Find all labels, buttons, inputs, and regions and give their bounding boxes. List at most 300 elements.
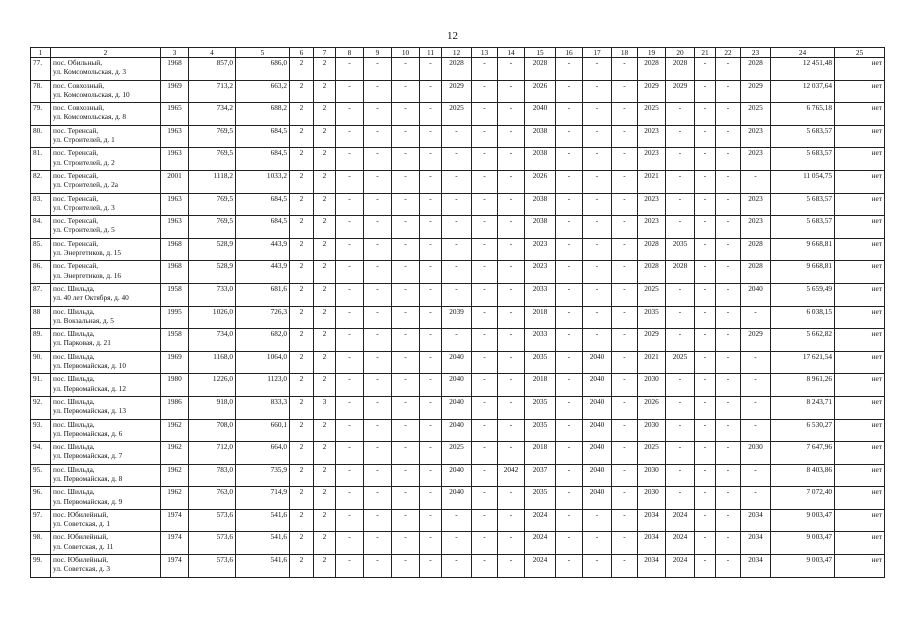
column-header-10: 10 bbox=[392, 48, 420, 58]
table-row bbox=[31, 193, 885, 216]
cell-col-18: - bbox=[612, 509, 638, 532]
cell-col-21: - bbox=[695, 103, 716, 126]
cell-col-23: 2028 bbox=[741, 261, 771, 284]
column-header-16: 16 bbox=[556, 48, 583, 58]
cell-col-13: - bbox=[472, 170, 498, 193]
cell-col-6: 2 bbox=[290, 487, 314, 510]
cell-col-8: - bbox=[336, 125, 364, 148]
cell-col-3: 1969 bbox=[161, 80, 189, 103]
cell-col-12: - bbox=[442, 238, 472, 261]
cell-col-13: - bbox=[472, 532, 498, 555]
cell-col-12: - bbox=[442, 532, 472, 555]
address-cell bbox=[51, 306, 161, 329]
cell-col-7: 2 bbox=[314, 532, 336, 555]
cell-col-13: - bbox=[472, 216, 498, 239]
cell-col-20: - bbox=[666, 464, 695, 487]
cell-col-4: 783,0 bbox=[189, 464, 236, 487]
cell-col-22: - bbox=[716, 261, 741, 284]
cell-col-8: - bbox=[336, 306, 364, 329]
row-number: 98. bbox=[31, 532, 51, 555]
address-street: ул. Первомайская, д. 9 bbox=[53, 496, 123, 506]
cell-col-9: - bbox=[364, 351, 392, 374]
cell-col-23: - bbox=[741, 396, 771, 419]
cell-col-10: - bbox=[392, 419, 420, 442]
cell-col-8: - bbox=[336, 283, 364, 306]
cell-col-12: - bbox=[442, 329, 472, 352]
cell-col-4: 733,0 bbox=[189, 283, 236, 306]
cell-col-24: 8 961,26 bbox=[771, 374, 835, 397]
cell-col-13: - bbox=[472, 80, 498, 103]
cell-col-16: - bbox=[556, 419, 583, 442]
address-settlement: пос. Теренсай, bbox=[53, 125, 99, 135]
cell-col-17: 2040 bbox=[583, 464, 612, 487]
cell-col-22: - bbox=[716, 170, 741, 193]
row-number: 96. bbox=[31, 487, 51, 510]
cell-col-15: 2024 bbox=[525, 532, 556, 555]
cell-col-10: - bbox=[392, 238, 420, 261]
cell-col-9: - bbox=[364, 148, 392, 171]
cell-col-3: 1974 bbox=[161, 555, 189, 578]
address-cell bbox=[51, 351, 161, 374]
cell-col-16: - bbox=[556, 464, 583, 487]
cell-col-20: 2024 bbox=[666, 509, 695, 532]
address-settlement: пос. Теренсай, bbox=[53, 148, 99, 158]
cell-col-10: - bbox=[392, 80, 420, 103]
cell-col-17: 2040 bbox=[583, 419, 612, 442]
cell-col-19: 2030 bbox=[638, 464, 666, 487]
cell-col-25: нет bbox=[835, 306, 885, 329]
cell-col-10: - bbox=[392, 532, 420, 555]
cell-col-24: 5 683,57 bbox=[771, 125, 835, 148]
table-row bbox=[31, 374, 885, 397]
cell-col-9: - bbox=[364, 58, 392, 81]
cell-col-18: - bbox=[612, 329, 638, 352]
row-number: 87. bbox=[31, 283, 51, 306]
row-number: 85. bbox=[31, 238, 51, 261]
table-row bbox=[31, 170, 885, 193]
cell-col-18: - bbox=[612, 487, 638, 510]
cell-col-24: 8 403,86 bbox=[771, 464, 835, 487]
cell-col-4: 1118,2 bbox=[189, 170, 236, 193]
address-cell bbox=[51, 125, 161, 148]
cell-col-16: - bbox=[556, 555, 583, 578]
cell-col-10: - bbox=[392, 216, 420, 239]
cell-col-9: - bbox=[364, 216, 392, 239]
cell-col-15: 2038 bbox=[525, 193, 556, 216]
address-settlement: пос. Юбилейный, bbox=[53, 555, 109, 565]
cell-col-6: 2 bbox=[290, 103, 314, 126]
cell-col-18: - bbox=[612, 148, 638, 171]
row-number: 94. bbox=[31, 442, 51, 465]
column-header-9: 9 bbox=[364, 48, 392, 58]
cell-col-4: 573,6 bbox=[189, 532, 236, 555]
address-settlement: пос. Шильда, bbox=[53, 442, 95, 452]
cell-col-5: 714,9 bbox=[236, 487, 290, 510]
cell-col-5: 1064,0 bbox=[236, 351, 290, 374]
cell-col-3: 1974 bbox=[161, 509, 189, 532]
address-cell bbox=[51, 148, 161, 171]
cell-col-15: 2023 bbox=[525, 261, 556, 284]
cell-col-13: - bbox=[472, 238, 498, 261]
cell-col-7: 2 bbox=[314, 487, 336, 510]
cell-col-14: - bbox=[498, 125, 525, 148]
cell-col-22: - bbox=[716, 396, 741, 419]
table-row bbox=[31, 396, 885, 419]
cell-col-13: - bbox=[472, 509, 498, 532]
cell-col-10: - bbox=[392, 329, 420, 352]
address-cell bbox=[51, 283, 161, 306]
cell-col-12: - bbox=[442, 555, 472, 578]
cell-col-25: нет bbox=[835, 238, 885, 261]
address-street: ул. Вокзальная, д. 5 bbox=[53, 315, 114, 325]
cell-col-15: 2038 bbox=[525, 125, 556, 148]
cell-col-3: 1963 bbox=[161, 193, 189, 216]
cell-col-21: - bbox=[695, 148, 716, 171]
cell-col-13: - bbox=[472, 283, 498, 306]
address-street: ул. Комсомольская, д. 3 bbox=[53, 67, 127, 77]
cell-col-25: нет bbox=[835, 374, 885, 397]
row-number: 88 bbox=[31, 306, 51, 329]
cell-col-15: 2037 bbox=[525, 464, 556, 487]
cell-col-24: 7 647,96 bbox=[771, 442, 835, 465]
cell-col-14: - bbox=[498, 216, 525, 239]
cell-col-23: - bbox=[741, 170, 771, 193]
cell-col-11: - bbox=[420, 283, 442, 306]
cell-col-12: - bbox=[442, 509, 472, 532]
cell-col-22: - bbox=[716, 103, 741, 126]
cell-col-18: - bbox=[612, 238, 638, 261]
cell-col-15: 2040 bbox=[525, 103, 556, 126]
cell-col-24: 9 003,47 bbox=[771, 555, 835, 578]
cell-col-23: - bbox=[741, 464, 771, 487]
cell-col-23: 2023 bbox=[741, 148, 771, 171]
cell-col-13: - bbox=[472, 419, 498, 442]
column-header-24: 24 bbox=[771, 48, 835, 58]
address-settlement: пос. Шильда, bbox=[53, 374, 95, 384]
cell-col-20: - bbox=[666, 148, 695, 171]
cell-col-22: - bbox=[716, 283, 741, 306]
address-settlement: пос. Шильда, bbox=[53, 283, 95, 293]
cell-col-11: - bbox=[420, 396, 442, 419]
cell-col-14: - bbox=[498, 396, 525, 419]
cell-col-9: - bbox=[364, 170, 392, 193]
cell-col-20: - bbox=[666, 216, 695, 239]
row-number: 83. bbox=[31, 193, 51, 216]
cell-col-8: - bbox=[336, 555, 364, 578]
cell-col-15: 2024 bbox=[525, 509, 556, 532]
cell-col-21: - bbox=[695, 419, 716, 442]
cell-col-4: 1026,0 bbox=[189, 306, 236, 329]
cell-col-3: 1963 bbox=[161, 216, 189, 239]
cell-col-8: - bbox=[336, 329, 364, 352]
cell-col-7: 2 bbox=[314, 555, 336, 578]
cell-col-17: - bbox=[583, 306, 612, 329]
cell-col-16: - bbox=[556, 306, 583, 329]
cell-col-11: - bbox=[420, 329, 442, 352]
cell-col-12: - bbox=[442, 148, 472, 171]
cell-col-19: 2035 bbox=[638, 306, 666, 329]
cell-col-8: - bbox=[336, 216, 364, 239]
column-header-20: 20 bbox=[666, 48, 695, 58]
cell-col-25: нет bbox=[835, 509, 885, 532]
cell-col-19: 2034 bbox=[638, 509, 666, 532]
cell-col-7: 2 bbox=[314, 464, 336, 487]
column-header-3: 3 bbox=[161, 48, 189, 58]
cell-col-24: 6 038,15 bbox=[771, 306, 835, 329]
cell-col-15: 2023 bbox=[525, 238, 556, 261]
address-cell bbox=[51, 103, 161, 126]
address-cell bbox=[51, 396, 161, 419]
cell-col-7: 2 bbox=[314, 374, 336, 397]
cell-col-4: 763,0 bbox=[189, 487, 236, 510]
column-header-2: 2 bbox=[51, 48, 161, 58]
cell-col-4: 528,9 bbox=[189, 261, 236, 284]
row-number: 84. bbox=[31, 216, 51, 239]
cell-col-25: нет bbox=[835, 464, 885, 487]
cell-col-13: - bbox=[472, 351, 498, 374]
row-number: 77. bbox=[31, 58, 51, 81]
cell-col-20: - bbox=[666, 419, 695, 442]
table-row bbox=[31, 464, 885, 487]
cell-col-15: 2024 bbox=[525, 555, 556, 578]
cell-col-6: 2 bbox=[290, 419, 314, 442]
cell-col-25: нет bbox=[835, 283, 885, 306]
address-cell bbox=[51, 374, 161, 397]
cell-col-19: 2034 bbox=[638, 555, 666, 578]
cell-col-10: - bbox=[392, 555, 420, 578]
cell-col-21: - bbox=[695, 487, 716, 510]
cell-col-5: 726,3 bbox=[236, 306, 290, 329]
cell-col-11: - bbox=[420, 170, 442, 193]
cell-col-8: - bbox=[336, 464, 364, 487]
cell-col-8: - bbox=[336, 238, 364, 261]
cell-col-21: - bbox=[695, 509, 716, 532]
cell-col-12: 2025 bbox=[442, 103, 472, 126]
cell-col-9: - bbox=[364, 464, 392, 487]
cell-col-12: 2040 bbox=[442, 487, 472, 510]
cell-col-21: - bbox=[695, 170, 716, 193]
column-header-13: 13 bbox=[472, 48, 498, 58]
cell-col-16: - bbox=[556, 216, 583, 239]
cell-col-10: - bbox=[392, 103, 420, 126]
cell-col-16: - bbox=[556, 532, 583, 555]
cell-col-24: 11 054,75 bbox=[771, 170, 835, 193]
column-header-15: 15 bbox=[525, 48, 556, 58]
address-cell bbox=[51, 193, 161, 216]
cell-col-22: - bbox=[716, 216, 741, 239]
cell-col-22: - bbox=[716, 80, 741, 103]
cell-col-23: 2034 bbox=[741, 532, 771, 555]
cell-col-13: - bbox=[472, 125, 498, 148]
cell-col-19: 2023 bbox=[638, 193, 666, 216]
cell-col-13: - bbox=[472, 261, 498, 284]
cell-col-24: 9 668,81 bbox=[771, 238, 835, 261]
cell-col-6: 2 bbox=[290, 283, 314, 306]
cell-col-11: - bbox=[420, 487, 442, 510]
cell-col-18: - bbox=[612, 58, 638, 81]
cell-col-21: - bbox=[695, 261, 716, 284]
address-street: ул. Строителей, д. 3 bbox=[53, 202, 115, 212]
cell-col-12: 2040 bbox=[442, 419, 472, 442]
cell-col-5: 541,6 bbox=[236, 532, 290, 555]
cell-col-20: 2024 bbox=[666, 532, 695, 555]
cell-col-11: - bbox=[420, 442, 442, 465]
cell-col-6: 2 bbox=[290, 555, 314, 578]
cell-col-19: 2021 bbox=[638, 351, 666, 374]
cell-col-25: нет bbox=[835, 125, 885, 148]
column-header-4: 4 bbox=[189, 48, 236, 58]
cell-col-4: 528,9 bbox=[189, 238, 236, 261]
cell-col-18: - bbox=[612, 374, 638, 397]
cell-col-3: 1969 bbox=[161, 351, 189, 374]
address-street: ул. Первомайская, д. 8 bbox=[53, 473, 123, 483]
cell-col-18: - bbox=[612, 351, 638, 374]
cell-col-20: 2028 bbox=[666, 58, 695, 81]
cell-col-22: - bbox=[716, 306, 741, 329]
cell-col-15: 2033 bbox=[525, 283, 556, 306]
cell-col-14: - bbox=[498, 80, 525, 103]
cell-col-13: - bbox=[472, 487, 498, 510]
cell-col-14: - bbox=[498, 419, 525, 442]
cell-col-5: 684,5 bbox=[236, 193, 290, 216]
row-number: 78. bbox=[31, 80, 51, 103]
column-header-21: 21 bbox=[695, 48, 716, 58]
cell-col-19: 2028 bbox=[638, 58, 666, 81]
cell-col-17: - bbox=[583, 170, 612, 193]
cell-col-21: - bbox=[695, 58, 716, 81]
row-number: 92. bbox=[31, 396, 51, 419]
cell-col-19: 2028 bbox=[638, 261, 666, 284]
cell-col-19: 2029 bbox=[638, 329, 666, 352]
table-row bbox=[31, 419, 885, 442]
row-number: 80. bbox=[31, 125, 51, 148]
cell-col-25: нет bbox=[835, 351, 885, 374]
cell-col-11: - bbox=[420, 193, 442, 216]
cell-col-11: - bbox=[420, 58, 442, 81]
cell-col-12: - bbox=[442, 170, 472, 193]
cell-col-8: - bbox=[336, 80, 364, 103]
row-number: 79. bbox=[31, 103, 51, 126]
column-header-22: 22 bbox=[716, 48, 741, 58]
table-row bbox=[31, 125, 885, 148]
cell-col-19: 2030 bbox=[638, 374, 666, 397]
cell-col-9: - bbox=[364, 329, 392, 352]
cell-col-22: - bbox=[716, 555, 741, 578]
address-settlement: пос. Обильный, bbox=[53, 58, 103, 67]
cell-col-7: 3 bbox=[314, 396, 336, 419]
cell-col-10: - bbox=[392, 125, 420, 148]
cell-col-8: - bbox=[336, 261, 364, 284]
cell-col-19: 2023 bbox=[638, 148, 666, 171]
cell-col-12: 2039 bbox=[442, 306, 472, 329]
cell-col-23: - bbox=[741, 374, 771, 397]
cell-col-14: - bbox=[498, 532, 525, 555]
cell-col-23: 2040 bbox=[741, 283, 771, 306]
cell-col-23: 2023 bbox=[741, 216, 771, 239]
cell-col-20: - bbox=[666, 442, 695, 465]
cell-col-15: 2035 bbox=[525, 396, 556, 419]
address-cell bbox=[51, 216, 161, 239]
cell-col-24: 12 037,64 bbox=[771, 80, 835, 103]
address-cell bbox=[51, 509, 161, 532]
cell-col-16: - bbox=[556, 329, 583, 352]
cell-col-8: - bbox=[336, 396, 364, 419]
cell-col-7: 2 bbox=[314, 283, 336, 306]
cell-col-9: - bbox=[364, 509, 392, 532]
cell-col-17: - bbox=[583, 58, 612, 81]
cell-col-12: - bbox=[442, 261, 472, 284]
cell-col-15: 2018 bbox=[525, 374, 556, 397]
cell-col-5: 682,0 bbox=[236, 329, 290, 352]
address-street: ул. Советская, д. 1 bbox=[53, 519, 110, 529]
cell-col-11: - bbox=[420, 532, 442, 555]
cell-col-5: 684,5 bbox=[236, 125, 290, 148]
cell-col-6: 2 bbox=[290, 261, 314, 284]
cell-col-3: 1962 bbox=[161, 464, 189, 487]
cell-col-5: 681,6 bbox=[236, 283, 290, 306]
address-street: ул. Парковая, д. 21 bbox=[53, 338, 111, 348]
cell-col-9: - bbox=[364, 374, 392, 397]
cell-col-23: - bbox=[741, 419, 771, 442]
address-cell bbox=[51, 532, 161, 555]
cell-col-11: - bbox=[420, 509, 442, 532]
column-header-6: 6 bbox=[290, 48, 314, 58]
cell-col-5: 443,9 bbox=[236, 238, 290, 261]
cell-col-13: - bbox=[472, 193, 498, 216]
cell-col-20: 2035 bbox=[666, 238, 695, 261]
cell-col-22: - bbox=[716, 351, 741, 374]
cell-col-24: 6 530,27 bbox=[771, 419, 835, 442]
cell-col-6: 2 bbox=[290, 306, 314, 329]
cell-col-12: 2040 bbox=[442, 464, 472, 487]
cell-col-19: 2025 bbox=[638, 283, 666, 306]
cell-col-20: - bbox=[666, 487, 695, 510]
cell-col-4: 769,5 bbox=[189, 125, 236, 148]
cell-col-23: 2028 bbox=[741, 238, 771, 261]
cell-col-7: 2 bbox=[314, 261, 336, 284]
cell-col-12: - bbox=[442, 193, 472, 216]
address-cell bbox=[51, 487, 161, 510]
address-settlement: пос. Шильда, bbox=[53, 419, 95, 429]
row-number: 90. bbox=[31, 351, 51, 374]
row-number: 86. bbox=[31, 261, 51, 284]
cell-col-20: 2029 bbox=[666, 80, 695, 103]
cell-col-3: 1968 bbox=[161, 261, 189, 284]
cell-col-24: 8 243,71 bbox=[771, 396, 835, 419]
cell-col-23: 2023 bbox=[741, 125, 771, 148]
cell-col-16: - bbox=[556, 283, 583, 306]
address-street: ул. Первомайская, д. 10 bbox=[53, 361, 126, 371]
cell-col-16: - bbox=[556, 442, 583, 465]
cell-col-23: 2030 bbox=[741, 442, 771, 465]
cell-col-4: 713,2 bbox=[189, 80, 236, 103]
cell-col-4: 1226,0 bbox=[189, 374, 236, 397]
cell-col-6: 2 bbox=[290, 238, 314, 261]
address-street: ул. 40 лет Октября, д. 40 bbox=[53, 293, 129, 303]
cell-col-18: - bbox=[612, 283, 638, 306]
address-settlement: пос. Шильда, bbox=[53, 464, 95, 474]
cell-col-10: - bbox=[392, 170, 420, 193]
cell-col-25: нет bbox=[835, 442, 885, 465]
cell-col-13: - bbox=[472, 306, 498, 329]
address-settlement: пос. Теренсай, bbox=[53, 261, 99, 271]
cell-col-3: 1962 bbox=[161, 487, 189, 510]
cell-col-4: 769,5 bbox=[189, 148, 236, 171]
cell-col-21: - bbox=[695, 329, 716, 352]
cell-col-16: - bbox=[556, 148, 583, 171]
cell-col-15: 2026 bbox=[525, 80, 556, 103]
column-number-header-row bbox=[31, 48, 885, 58]
